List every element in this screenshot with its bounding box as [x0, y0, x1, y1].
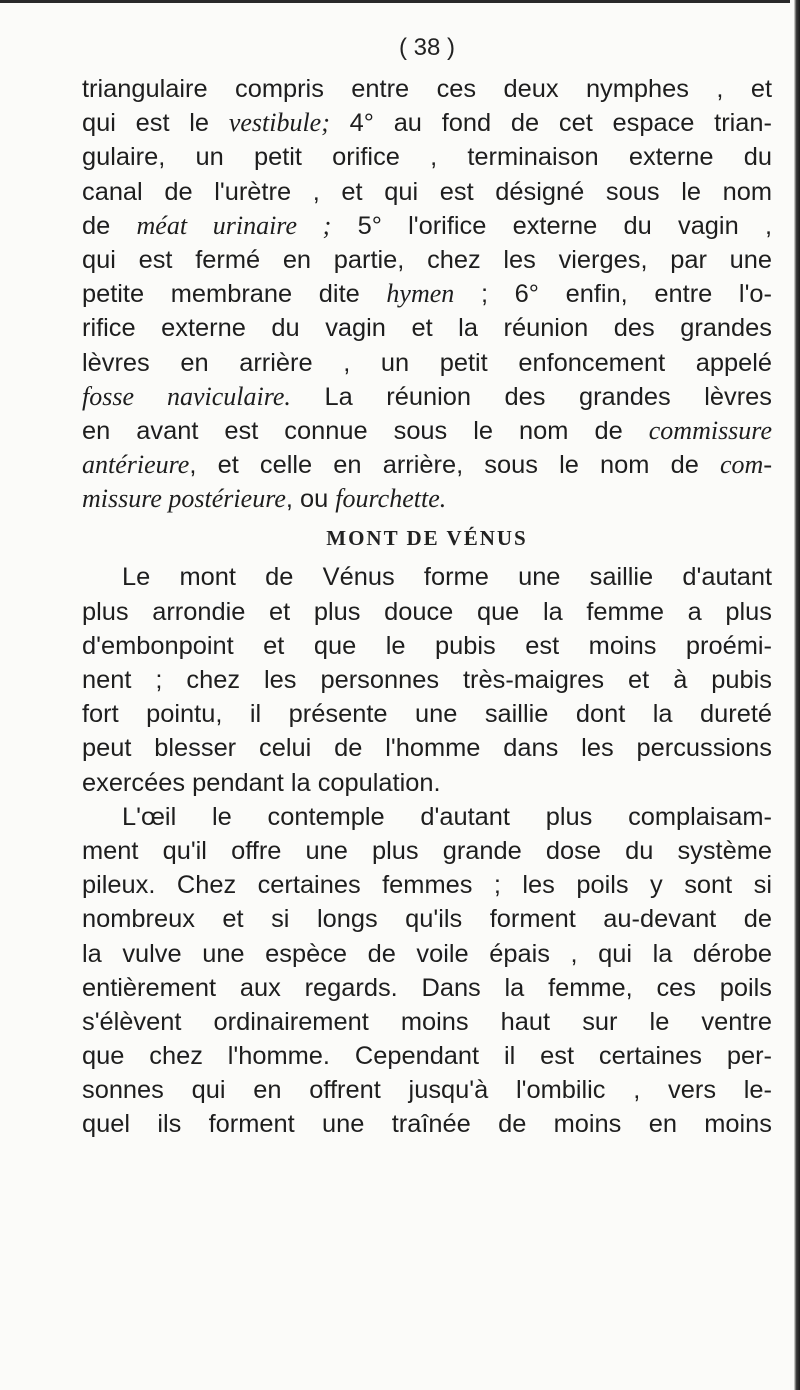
text-line	[82, 937, 772, 971]
page-edge-shadow	[794, 0, 800, 1390]
italic-term: vestibule;	[228, 108, 330, 138]
text-line	[82, 766, 772, 800]
text-line	[82, 243, 772, 277]
text-line	[82, 448, 772, 482]
text-line	[82, 834, 772, 868]
text-line	[82, 595, 772, 629]
text-run: triangulaire compris entre ces deux nymphes , et	[82, 75, 772, 103]
text-line	[82, 140, 772, 174]
text-run: entièrement aux regards. Dans la femme, ces poils	[82, 973, 772, 1002]
text-run: en avant est connue sous le nom de	[82, 416, 649, 445]
italic-term: missure postérieure	[82, 484, 286, 514]
text-line	[82, 380, 772, 414]
text-run: quel ils forment une traînée de moins en moins	[82, 1110, 772, 1139]
text-run: Le mont de Vénus forme une saillie d'autant	[122, 563, 772, 592]
text-line	[82, 902, 772, 936]
italic-term: fourchette.	[335, 484, 447, 514]
text-run: 5° l'orifice externe du vagin ,	[331, 211, 772, 240]
text-run: ; 6° enfin, entre l'o-	[454, 280, 772, 309]
text-line	[82, 1039, 772, 1073]
text-line	[82, 1107, 772, 1141]
text-run: plus arrondie et plus douce que la femme a plus	[82, 597, 772, 626]
text-line	[82, 346, 772, 380]
text-line	[82, 663, 772, 697]
text-run: canal de l'urètre , et qui est désigné sous le nom	[82, 177, 772, 206]
text-run: qui est fermé en partie, chez les vierges, par une	[82, 245, 772, 274]
text-run: , et celle en arrière, sous le nom de	[189, 451, 721, 480]
italic-term: antérieure	[82, 450, 190, 480]
italic-term: fosse naviculaire.	[82, 381, 291, 411]
italic-term: com-	[720, 450, 772, 480]
text-run: L'œil le contemple d'autant plus complaisam-	[122, 802, 772, 831]
text-line	[82, 971, 772, 1005]
text-run: ment qu'il offre une plus grande dose du système	[82, 836, 772, 865]
text-run: , ou	[285, 485, 336, 514]
text-run: peut blesser celui de l'homme dans les percussions	[82, 734, 772, 763]
text-line	[82, 1005, 772, 1039]
text-line	[82, 414, 772, 448]
book-page	[82, 28, 772, 1142]
text-run: s'élèvent ordinairement moins haut sur le ventre	[82, 1007, 772, 1036]
text-run: exercées pendant la copulation.	[82, 768, 441, 797]
text-line	[82, 482, 772, 516]
text-run: qui est le	[82, 109, 229, 138]
page-number: ( 38 )	[398, 34, 455, 61]
text-run: de	[82, 211, 137, 240]
text-line	[82, 277, 772, 311]
italic-term: commissure	[648, 415, 772, 445]
text-run: nent ; chez les personnes très-maigres et à pubis	[82, 666, 772, 694]
text-run: fort pointu, il présente une saillie dont la dureté	[82, 700, 772, 729]
text-line	[82, 697, 772, 731]
text-line	[82, 72, 772, 106]
text-run: sonnes qui en offrent jusqu'à l'ombilic , vers le-	[82, 1076, 772, 1105]
text-run: la vulve une espèce de voile épais , qui la dérobe	[82, 939, 772, 968]
body-text	[82, 72, 772, 1142]
text-run: La réunion des grandes lèvres	[290, 382, 772, 411]
text-run: rifice externe du vagin et la réunion des grandes	[82, 314, 772, 343]
paragraph-mont-de-venus	[82, 560, 772, 799]
text-run: pileux. Chez certaines femmes ; les poils y sont si	[82, 871, 772, 900]
italic-term: hymen	[386, 279, 455, 309]
text-line	[82, 209, 772, 243]
text-run: petite membrane dite	[82, 280, 387, 309]
text-line	[82, 311, 772, 345]
text-line	[82, 106, 772, 140]
text-run: gulaire, un petit orifice , terminaison externe du	[82, 143, 772, 172]
text-line	[82, 731, 772, 765]
text-run: que chez l'homme. Cependant il est certaines per-	[82, 1042, 772, 1071]
text-line	[82, 868, 772, 902]
text-run: lèvres en arrière , un petit enfoncement appelé	[82, 348, 772, 377]
text-run: d'embonpoint et que le pubis est moins proémi-	[82, 631, 772, 660]
section-heading: MONT DE VÉNUS	[326, 526, 528, 551]
text-run: nombreux et si longs qu'ils forment au-devant de	[82, 905, 772, 934]
text-line	[82, 560, 772, 594]
paragraph-oeil	[82, 800, 772, 1142]
paragraph-continued	[82, 72, 772, 516]
text-line	[82, 175, 772, 209]
text-run: 4° au fond de cet espace trian-	[329, 109, 772, 138]
text-line	[82, 800, 772, 834]
text-line	[82, 629, 772, 663]
top-border	[0, 0, 790, 3]
text-line	[82, 1073, 772, 1107]
italic-term: méat urinaire ;	[136, 210, 332, 240]
